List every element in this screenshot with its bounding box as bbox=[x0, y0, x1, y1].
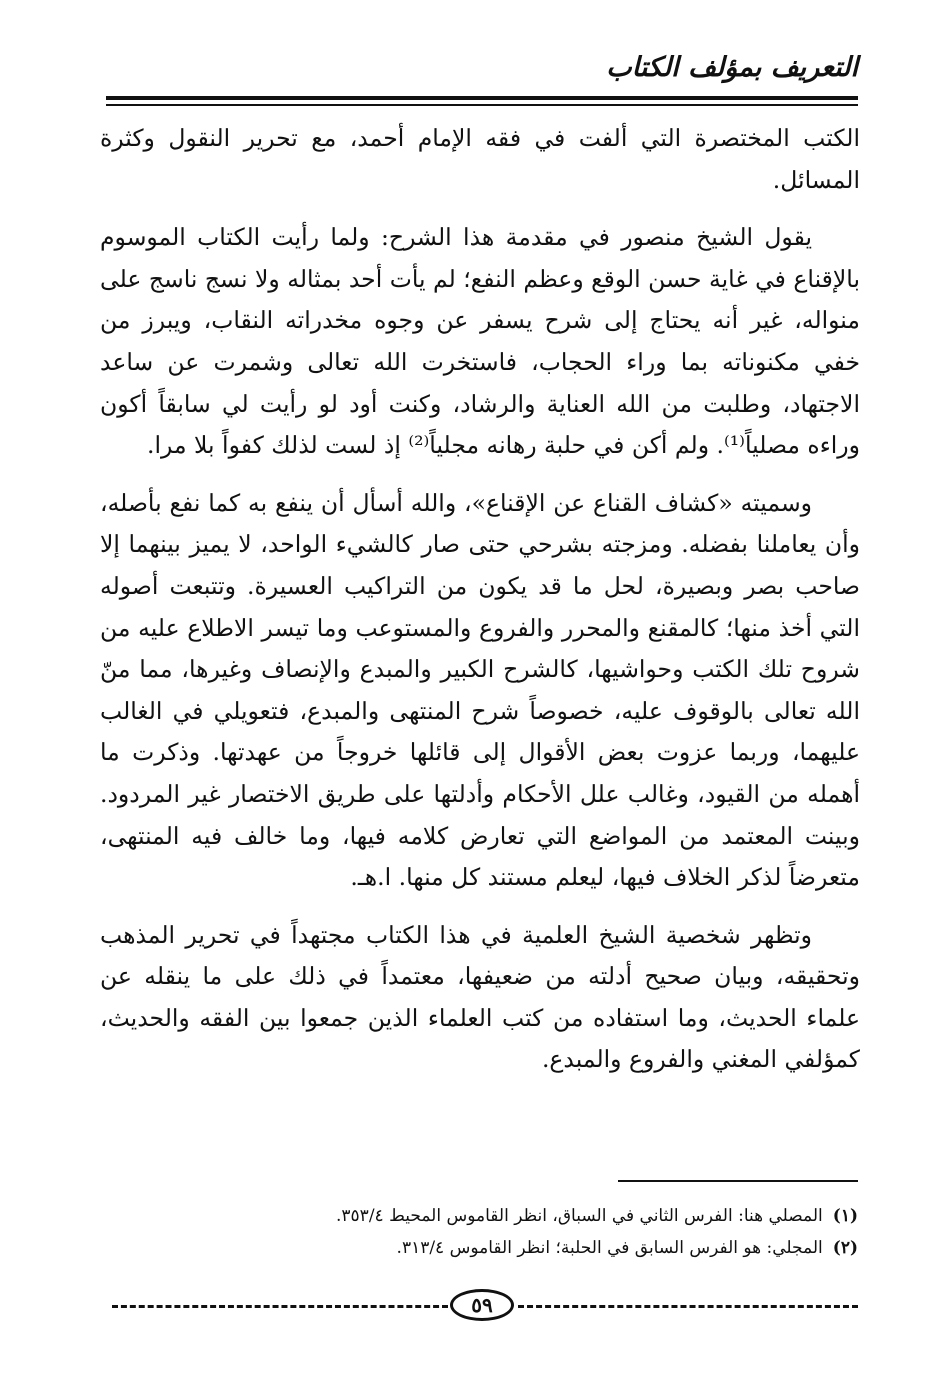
paragraph: يقول الشيخ منصور في مقدمة هذا الشرح: ولما رأيت الكتاب الموسوم بالإقناع في غاية حسن الوقع وعظم النفع؛ لم يأت أحد بمثاله ولا نسج ناسج على منواله، غير أنه يحتاج إلى شرح يسفر عن وجوه مخدراته النقاب، ويبرز من خفي مكنوناته بما وراء الحجاب، فاستخرت الله تعالى وشمرت عن ساعد الاجتهاد، وطلبت من الله العناية والرشاد، وكنت أود لو رأيت لي سابقاً أكون وراءه مصلياً⁽¹⁾. ولم أكن في حلبة رهانه مجلياً⁽²⁾ إذ لست لذلك كفواً بلا مرا. bbox=[99, 223, 860, 460]
header-rule-thin bbox=[106, 104, 858, 106]
header-rule-thick bbox=[106, 96, 858, 100]
paragraph: الكتب المختصرة التي ألفت في فقه الإمام أحمد، مع تحرير النقول وكثرة المسائل. bbox=[100, 124, 860, 194]
footer-dashed-line-left bbox=[112, 1305, 448, 1308]
footnote-2 bbox=[98, 1232, 858, 1264]
running-header-title: التعريف بمؤلف الكتاب bbox=[606, 52, 858, 83]
footnotes bbox=[98, 1200, 858, 1264]
footnote-number: (١) bbox=[832, 1206, 858, 1226]
footnote-text: المجلي: هو الفرس السابق في الحلبة؛ انظر القاموس ٣١٣/٤. bbox=[396, 1238, 823, 1258]
footnote-text: المصلي هنا: الفرس الثاني في السباق، انظر القاموس المحيط ٣٥٣/٤. bbox=[336, 1206, 823, 1226]
paragraph: وتظهر شخصية الشيخ العلمية في هذا الكتاب مجتهداً في تحرير المذهب وتحقيقه، وبيان صحيح أدلته من ضعيفها، معتمداً في ذلك على ما ينقله عن علماء الحديث، وما استفاده من كتب العلماء الذين جمعوا بين الفقه والحديث، كمؤلفي المغني والفروع والمبدع. bbox=[100, 920, 860, 1074]
main-text bbox=[100, 118, 860, 1081]
footer-dashed-line-right bbox=[518, 1305, 858, 1308]
paragraph: وسميته «كشاف القناع عن الإقناع»، والله أسأل أن ينفع به كما نفع بأصله، وأن يعاملنا بفضله. ومزجته بشرحي حتى صار كالشيء الواحد، لا يميز بينهما إلا صاحب بصر وبصيرة، لحل ما قد يكون من التراكيب العسيرة. وتتبعت أصوله التي أخذ منها؛ كالمقنع والمحرر والفروع والمستوعب وما تيسر الاطلاع عليه من شروح تلك الكتب وحواشيها، كالشرح الكبير والمبدع والإنصاف وغيرها، مما منّ الله تعالى بالوقوف عليه، خصوصاً شرح المنتهى والمبدع، فتعويلي في الغالب عليهما، وربما عزوت بعض الأقوال إلى قائلها خروجاً من عهدتها. وذكرت ما أهمله من القيود، وغالب علل الأحكام وأدلتها على طريق الاختصار غير المردود. وبينت المعتمد من المواضع التي تعارض كلامه فيها، وما خالف فيه المنتهى، متعرضاً لذكر الخلاف فيها، ليعلم مستند كل منها. ا.هـ. bbox=[100, 488, 860, 892]
footnote-separator bbox=[618, 1180, 858, 1182]
footnote-1 bbox=[98, 1200, 858, 1232]
footnote-number: (٢) bbox=[832, 1238, 858, 1258]
page-number: ٥٩ bbox=[450, 1289, 514, 1321]
